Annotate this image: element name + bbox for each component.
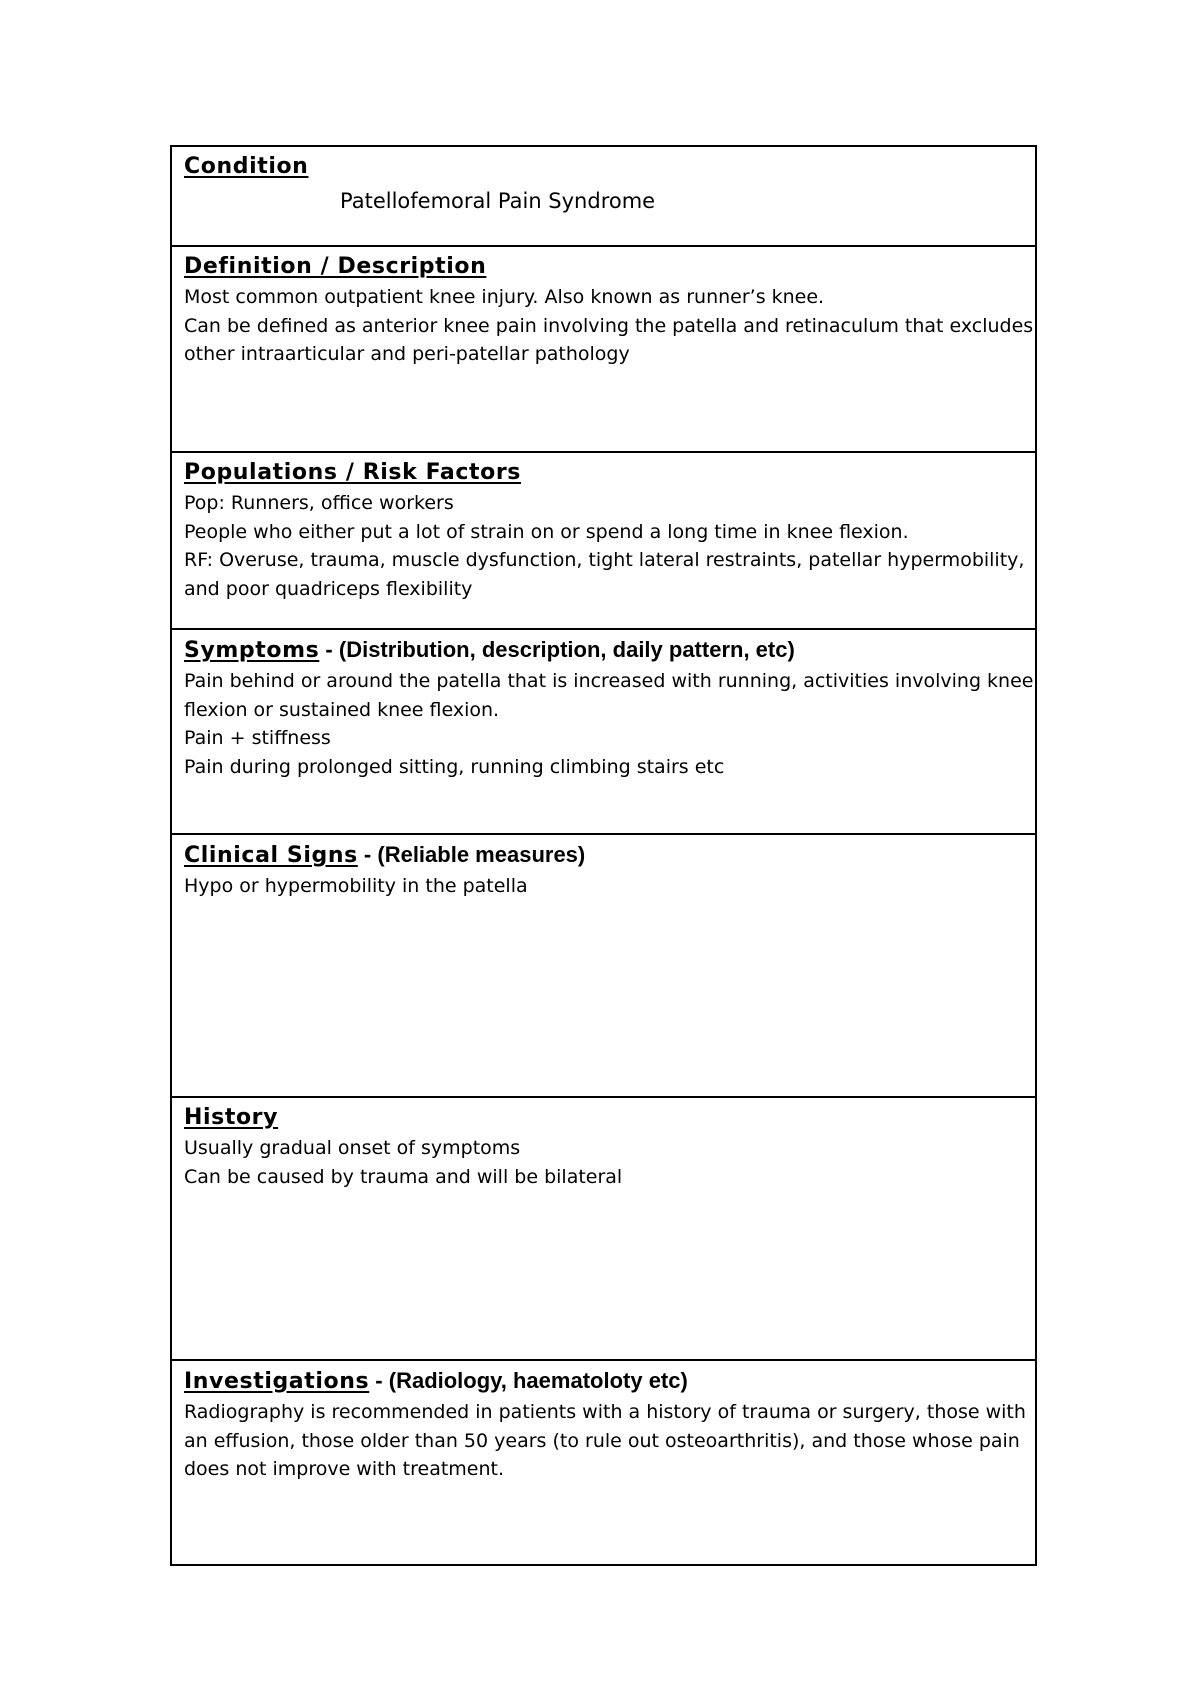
condition-heading: Condition	[184, 154, 309, 179]
populations-line: People who either put a lot of strain on or spend a long time in knee flexion.	[184, 520, 909, 543]
symptoms-cell	[172, 628, 1035, 833]
definition-cell	[172, 245, 1035, 451]
clinical-signs-line: Hypo or hypermobility in the patella	[184, 875, 528, 897]
symptoms-heading: Symptoms - (Distribution, description, daily pattern, etc)	[184, 637, 795, 663]
history-line: Can be caused by trauma and will be bilateral	[184, 1165, 623, 1188]
definition-heading: Definition / Description	[184, 254, 487, 279]
investigations-heading: Investigations - (Radiology, haematoloty etc)	[184, 1368, 688, 1394]
symptoms-line: Pain + stiffness	[184, 727, 331, 749]
investigations-text	[184, 1398, 1026, 1484]
populations-text	[184, 489, 1023, 603]
investigations-line: Radiography is recommended in patients with a history of trauma or surgery, those with	[184, 1401, 1026, 1423]
symptoms-line: flexion or sustained knee flexion.	[184, 698, 500, 721]
definition-text	[184, 283, 1034, 369]
history-heading: History	[184, 1105, 279, 1130]
clinical-signs-heading: Clinical Signs - (Reliable measures)	[184, 842, 586, 868]
symptoms-text	[184, 667, 1034, 781]
clinical-signs-cell	[172, 833, 1035, 1096]
populations-line: and poor quadriceps flexibility	[184, 577, 473, 600]
definition-line: Can be defined as anterior knee pain involving the patella and retinaculum that excludes	[184, 314, 1034, 337]
definition-line: Most common outpatient knee injury. Also known as runner’s knee.	[184, 286, 825, 308]
populations-heading: Populations / Risk Factors	[184, 460, 521, 485]
populations-cell	[172, 451, 1035, 628]
history-cell	[172, 1096, 1035, 1359]
populations-line: RF: Overuse, trauma, muscle dysfunction, tight lateral restraints, patellar hypermobility,	[184, 549, 1025, 571]
history-line: Usually gradual onset of symptoms	[184, 1137, 521, 1159]
condition-cell	[172, 147, 1035, 245]
clinical-signs-subheading: - (Reliable measures)	[357, 842, 586, 867]
populations-line: Pop: Runners, office workers	[184, 492, 454, 514]
history-text	[184, 1134, 1023, 1191]
symptoms-subheading: - (Distribution, description, daily pattern, etc)	[319, 637, 795, 662]
investigations-cell	[172, 1359, 1035, 1564]
definition-line: other intraarticular and peri-patellar pathology	[184, 343, 630, 365]
condition-form-table	[170, 145, 1037, 1566]
investigations-line: an effusion, those older than 50 years (to rule out osteoarthritis), and those whose pain	[184, 1429, 1020, 1452]
clinical-signs-text	[184, 872, 1023, 901]
symptoms-line: Pain during prolonged sitting, running climbing stairs etc	[184, 755, 725, 778]
investigations-subheading: - (Radiology, haematoloty etc)	[369, 1368, 688, 1393]
investigations-line: does not improve with treatment.	[184, 1458, 505, 1480]
condition-name: Patellofemoral Pain Syndrome	[340, 189, 656, 213]
symptoms-line: Pain behind or around the patella that is increased with running, activities involving knee	[184, 670, 1034, 692]
